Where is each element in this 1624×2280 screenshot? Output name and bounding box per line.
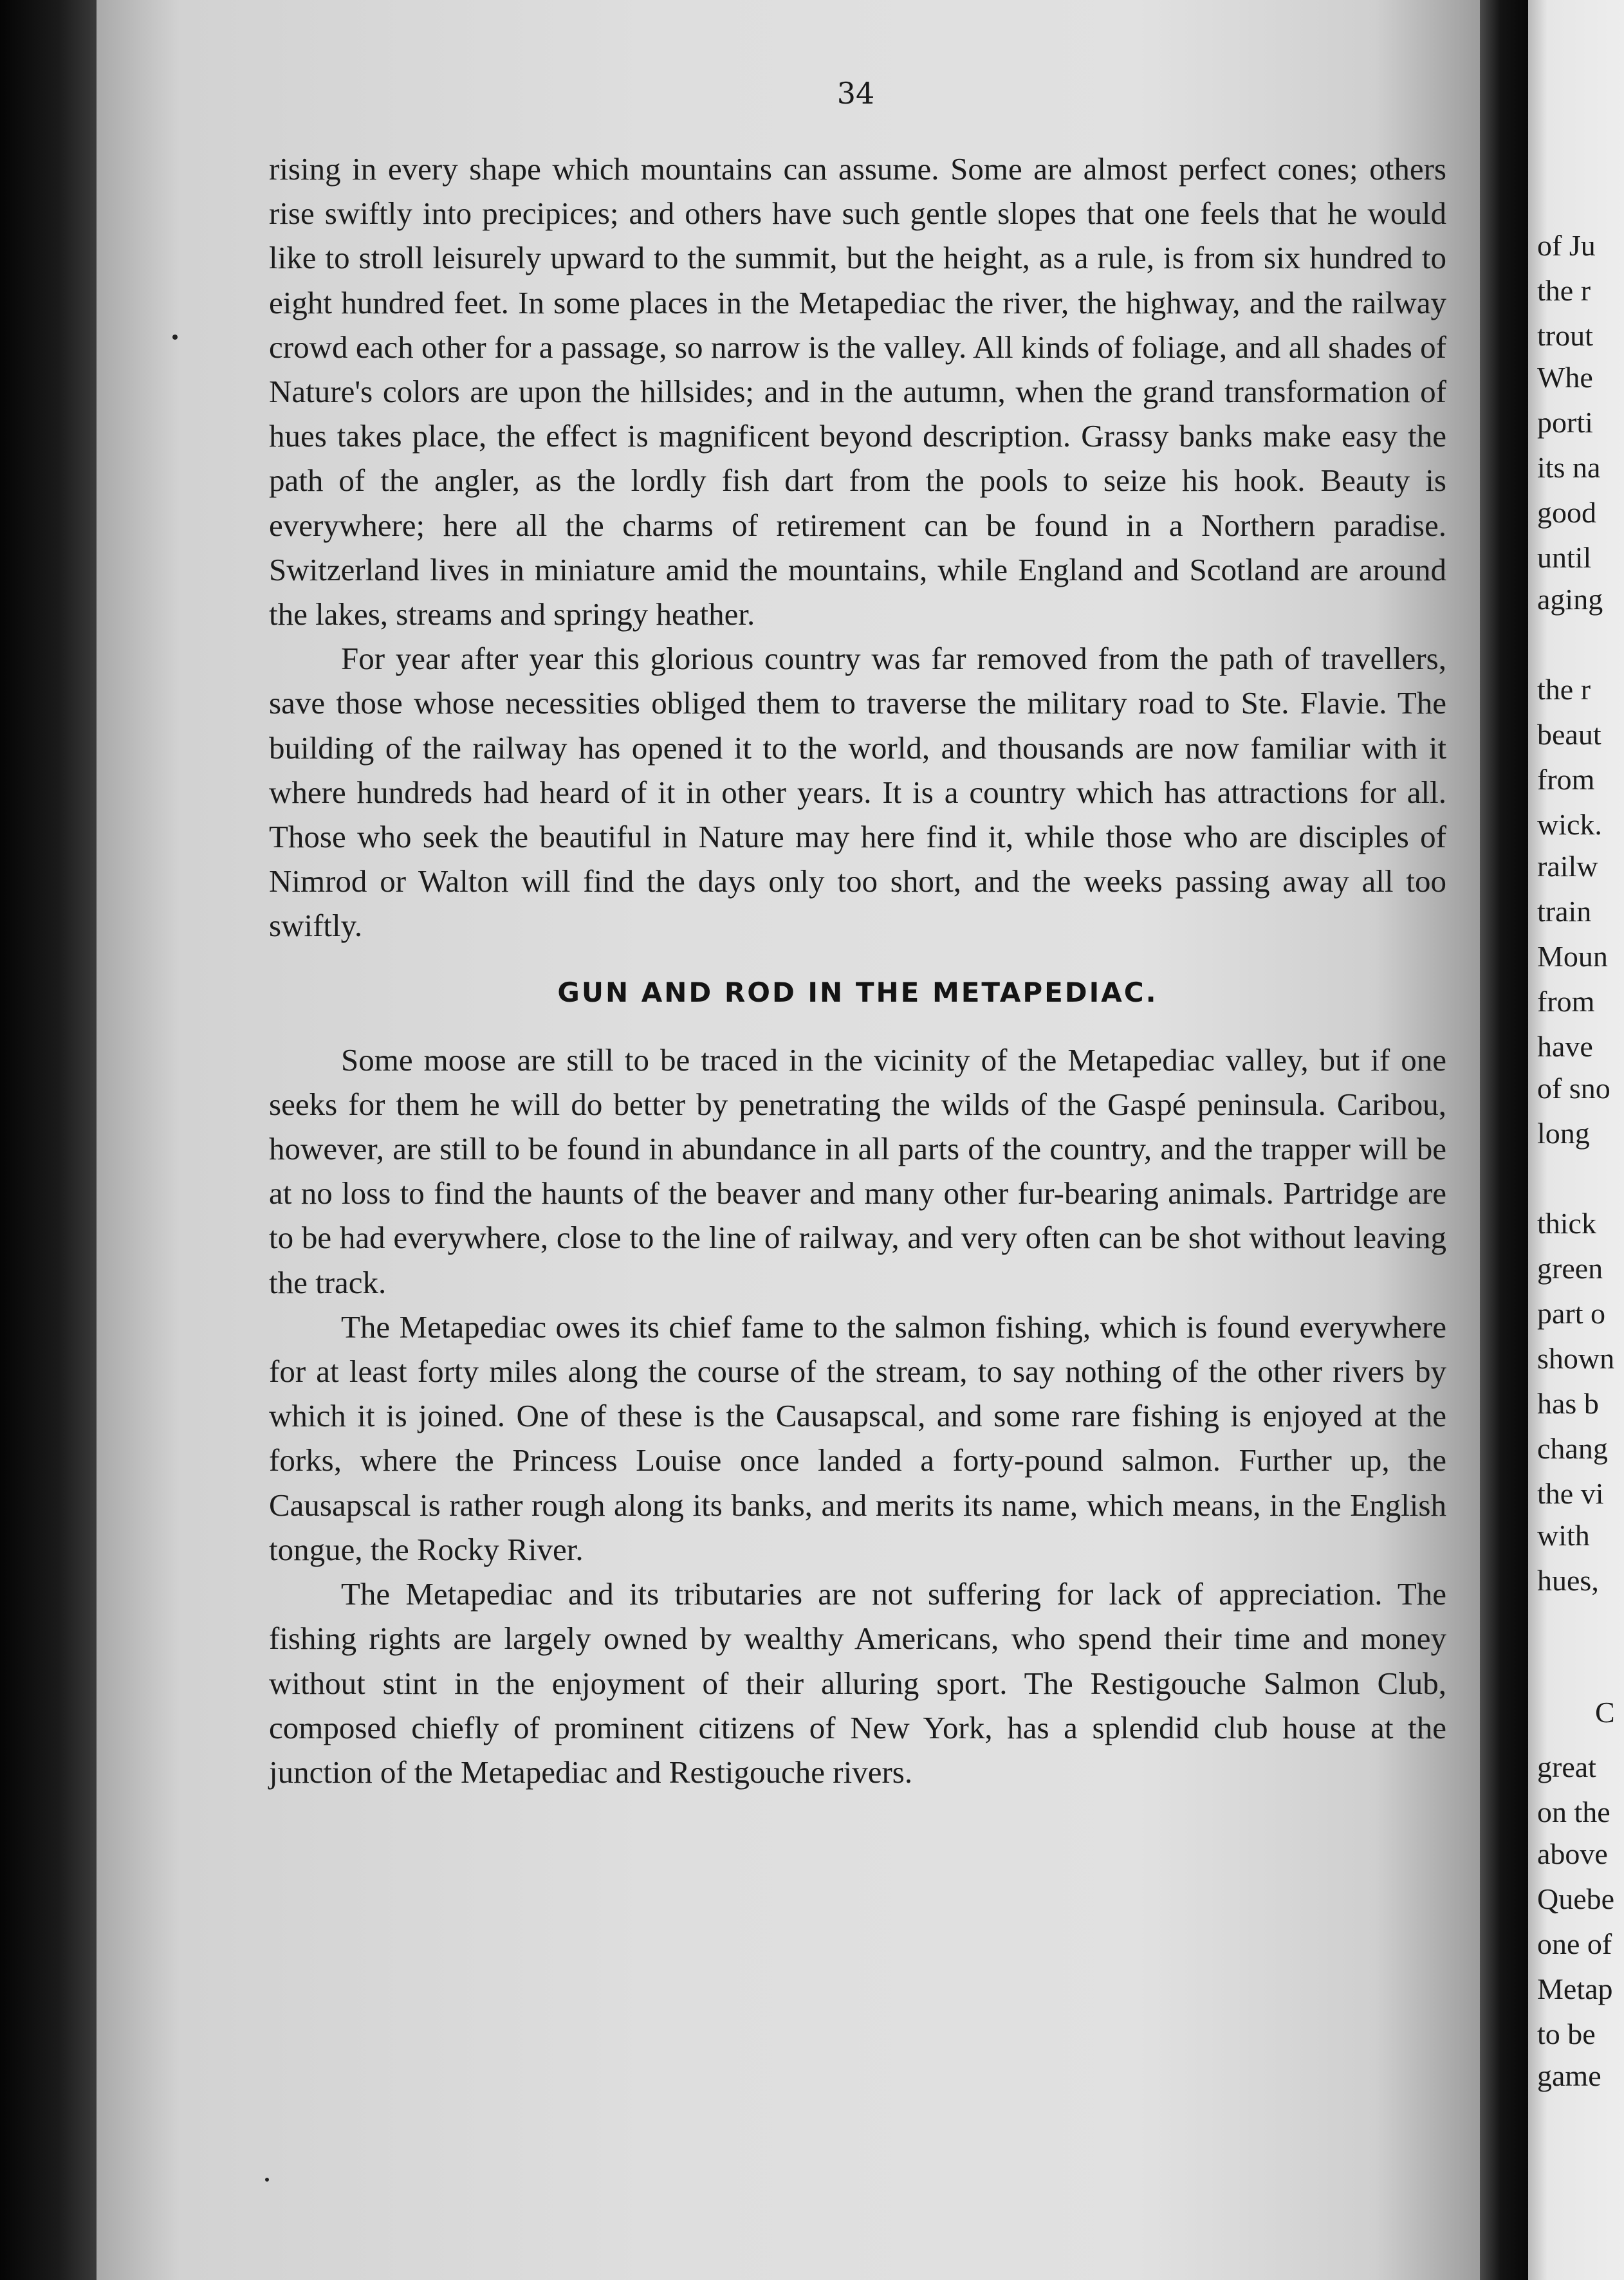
next-page-line: until [1537, 541, 1592, 574]
next-page-line: Quebe [1537, 1882, 1615, 1915]
next-page-line: hues, [1537, 1564, 1599, 1597]
next-page-line: the r [1537, 673, 1591, 706]
next-page-line: of Ju [1537, 229, 1596, 262]
next-page-line: have [1537, 1030, 1593, 1063]
next-page-line: porti [1537, 406, 1593, 439]
next-page-line: game [1537, 2059, 1601, 2092]
next-page-line: the r [1537, 274, 1591, 307]
paragraph: Some moose are still to be traced in the vicinity of the Metapediac valley, but if one seeks for them he will do better by penetrating the wilds of the Gaspé peninsula. Caribou, however, are still to be found in abundance in all parts of the country, and the trapper will be at no loss to find the haunts of the beaver and many other fur-bearing animals. Partridge are to be had everywhere, close to the line of railway, and very often can be shot without leaving the track. [269, 1042, 1446, 1300]
next-page-line: C [1595, 1696, 1615, 1729]
next-page-line: train [1537, 895, 1592, 928]
next-page-line: Moun [1537, 940, 1608, 973]
next-page-line: long [1537, 1117, 1590, 1150]
next-page-line: from [1537, 763, 1595, 796]
paragraph: For year after year this glorious country was far removed from the path of travellers, save those whose necessities obliged them to traverse the military road to Ste. Flavie. The building of the railway has opened it to the world, and thousands are now familiar with it where hundreds had heard of it in other years. It is a country which has attractions for all. Those who seek the beautiful in Nature may here find it, while those who are disciples of Nimrod or Walton will find the days only too short, and the weeks passing away all too swiftly. [269, 641, 1446, 944]
page-body [269, 147, 1446, 1794]
next-page-line: railw [1537, 850, 1598, 883]
next-page-line: good [1537, 496, 1596, 529]
next-page-line: chang [1537, 1432, 1608, 1465]
next-page-line: its na [1537, 451, 1601, 484]
next-page-line: shown [1537, 1342, 1615, 1375]
next-page-line: Whe [1537, 361, 1593, 394]
next-page-line: green [1537, 1252, 1603, 1285]
paragraph: The Metapediac and its tributaries are not suffering for lack of appreciation. The fishing rights are largely owned by wealthy Americans, who spend their time and money without stint in the enjoyment of their alluring sport. The Restigouche Salmon Club, composed chiefly of prominent citizens of New York, has a splendid club house at the junction of the Metapediac and Restigouche rivers. [269, 1576, 1446, 1790]
next-page-line: thick [1537, 1207, 1596, 1240]
next-page-line: the vi [1537, 1477, 1604, 1510]
next-page-line: on the [1537, 1796, 1610, 1828]
next-page-line: trout [1537, 319, 1593, 352]
next-page-line: part o [1537, 1297, 1606, 1330]
next-page-edge [1528, 0, 1624, 2280]
next-page-line: of sno [1537, 1072, 1610, 1105]
page-number: 34 [836, 76, 875, 111]
paragraph: The Metapediac owes its chief fame to the salmon fishing, which is found everywhere for at least forty miles along the course of the stream, to say nothing of the other rivers by which it is joined. One of these is the Causapscal, and some rare fishing is enjoyed at the forks, where the Princess Louise once landed a forty-pound salmon. Further up, the Causapscal is rather rough along its banks, and merits its name, which means, in the English tongue, the Rocky River. [269, 1309, 1446, 1567]
next-page-line: has b [1537, 1387, 1599, 1420]
next-page-line: great [1537, 1751, 1596, 1783]
section-heading: GUN AND ROD IN THE METAPEDIAC. [557, 976, 1158, 1008]
next-page-line: from [1537, 985, 1595, 1018]
next-page-line: beaut [1537, 718, 1601, 751]
left-margin-shadow [0, 0, 97, 2280]
paragraph-continued: rising in every shape which mountains can assume. Some are almost perfect cones; others rise swiftly into precipices; and others have such gentle slopes that one feels that he would like to stroll leisurely upward to the summit, but the height, as a rule, is from six hundred to eight hundred feet. In some places in the Metapediac the river, the highway, and the railway crowd each other for a passage, so narrow is the valley. All kinds of foliage, and all shades of Nature's colors are upon the hillsides; and in the autumn, when the grand transformation of hues takes place, the effect is magnificent beyond description. Grassy banks make easy the path of the angler, as the lordly fish dart from the pools to seize his hook. Beauty is everywhere; here all the charms of retirement can be found in a Northern paradise. Switzerland lives in miniature amid the mountains, while England and Scotland are around the lakes, streams and springy heather. [269, 151, 1446, 632]
next-page-line: with [1537, 1519, 1590, 1552]
next-page-line: wick. [1537, 808, 1602, 841]
next-page-line: to be [1537, 2018, 1596, 2050]
next-page-line: aging [1537, 583, 1603, 616]
book-gutter [1480, 0, 1531, 2280]
scan-speck [172, 335, 178, 340]
next-page-line: above [1537, 1837, 1608, 1870]
next-page-line: one of [1537, 1927, 1612, 1960]
scan-speck [265, 2178, 269, 2182]
next-page-line: Metap [1537, 1972, 1613, 2005]
